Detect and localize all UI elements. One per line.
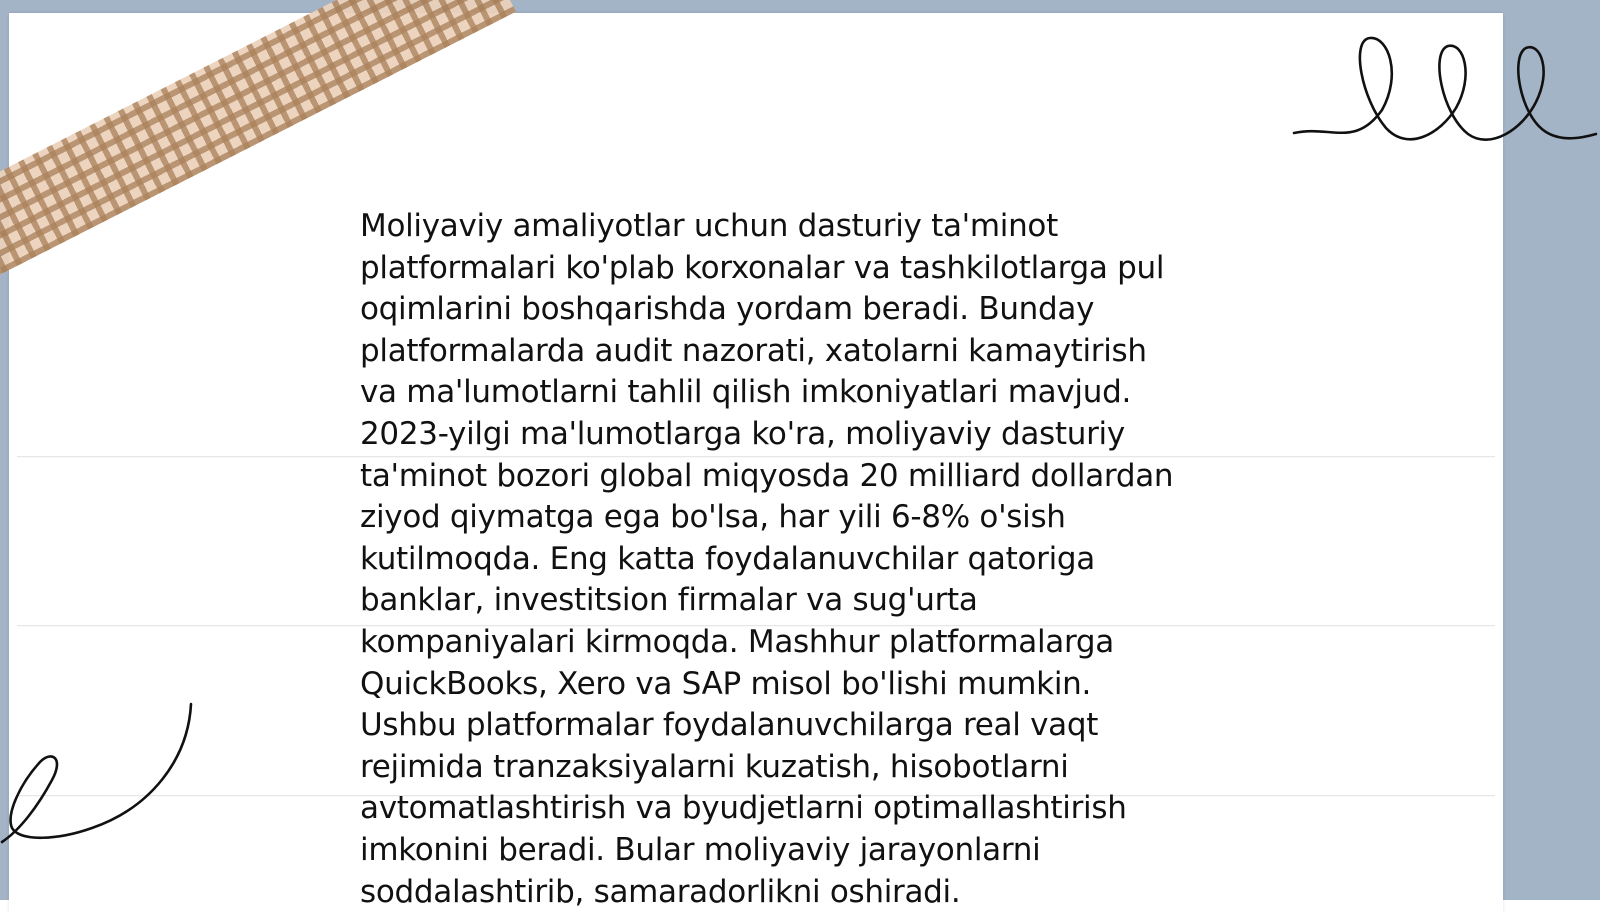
swoosh-doodle-icon [0,700,200,850]
body-line: kutilmoqda. Eng katta foydalanuvchilar qatoriga [360,540,1095,577]
body-paragraph [360,206,1240,913]
body-line: va ma'lumotlarni tahlil qilish imkoniyatlari mavjud. [360,374,1132,411]
loop-doodle-icon [1290,30,1600,165]
body-line: kompaniyalari kirmoqda. Mashhur platformalarga [360,623,1114,660]
body-line: rejimida tranzaksiyalarni kuzatish, hisobotlarni [360,748,1069,785]
body-line: avtomatlashtirish va byudjetlarni optimallashtirish [360,790,1127,827]
body-line: Ushbu platformalar foydalanuvchilarga real vaqt [360,707,1099,744]
body-line: 2023-yilgi ma'lumotlarga ko'ra, moliyaviy dasturiy [360,415,1125,452]
body-line: oqimlarini boshqarishda yordam beradi. Bunday [360,291,1095,328]
body-line: soddalashtirib, samaradorlikni oshiradi. [360,873,961,910]
body-line: ta'minot bozori global miqyosda 20 milliard dollardan [360,457,1174,494]
body-line: platformalarda audit nazorati, xatolarni kamaytirish [360,332,1147,369]
body-line: imkonini beradi. Bular moliyaviy jarayonlarni [360,831,1041,868]
body-line: Moliyaviy amaliyotlar uchun dasturiy ta'minot [360,208,1058,244]
body-line: ziyod qiymatga ega bo'lsa, har yili 6-8% o'sish [360,499,1066,536]
body-line: banklar, investitsion firmalar va sug'urta [360,582,978,619]
body-line: QuickBooks, Xero va SAP misol bo'lishi mumkin. [360,665,1092,702]
body-line: platformalari ko'plab korxonalar va tashkilotlarga pul [360,249,1165,286]
